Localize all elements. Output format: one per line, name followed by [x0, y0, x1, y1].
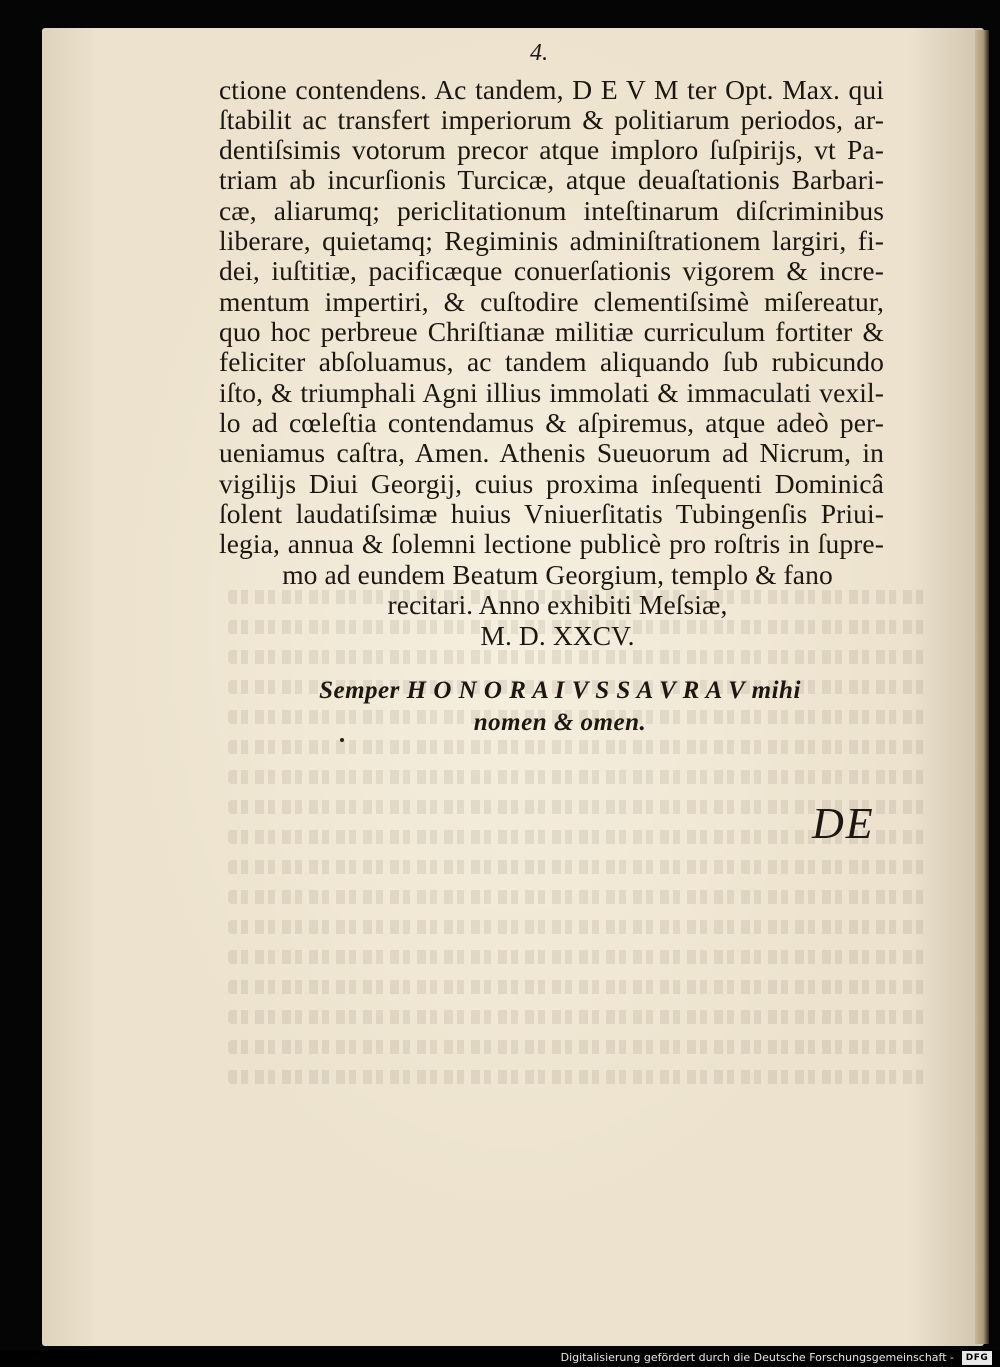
body-line-6: liberare, quietamq; Regiminis adminiſtrationem largiri, fi- — [219, 225, 884, 256]
page-number: 4. — [530, 40, 549, 66]
body-line-7: dei, iuſtitiæ, pacificæque conuerſationis vigorem & incre- — [219, 255, 884, 286]
body-line-3: dentiſsimis votorum precor atque imploro ſuſpirijs, vt Pa- — [219, 134, 884, 165]
body-line-16: legia, annua & ſolemni lectione publicè pro roſtris in ſupre- — [219, 528, 884, 559]
motto-line-2: nomen & omen. — [473, 709, 647, 736]
body-line-2: ſtabilit ac transfert imperiorum & politiarum periodos, ar- — [219, 104, 884, 135]
motto-line-1: Semper H O N O R A I V S S A V R A V mihi — [319, 677, 801, 704]
body-line-4: triam ab incurſionis Turcicæ, atque deuaſtationis Barbari- — [219, 164, 884, 195]
body-line-12: lo ad cœleſtia contendamus & aſpiremus, atque adeò per- — [219, 407, 884, 438]
body-line-14: vigilijs Diui Georgij, cuius proxima inſequenti Dominicâ — [219, 468, 884, 499]
center-line-3: M. D. XXCV. — [480, 620, 635, 651]
ink-speck — [340, 738, 344, 742]
dfg-logo-icon: DFG — [962, 1351, 992, 1365]
body-line-13: ueniamus caſtra, Amen. Athenis Sueuorum ad Nicrum, in — [219, 437, 884, 468]
body-line-1: ctione contendens. Ac tandem, D E V M ter Opt. Max. qui — [219, 74, 884, 105]
page-edge — [975, 30, 989, 1344]
body-line-15: ſolent laudatiſsimæ huius Vniuerſitatis Tubingenſis Priui- — [219, 498, 884, 529]
body-line-11: iſto, & triumphali Agni illius immolati & immaculati vexil- — [219, 377, 884, 408]
center-line-1: mo ad eundem Beatum Georgium, templo & fano — [282, 559, 833, 590]
footer-credit: Digitalisierung gefördert durch die Deutsche Forschungsgemeinschaft - — [560, 1351, 954, 1364]
catchword: DE — [812, 799, 875, 848]
body-line-10: feliciter abſoluamus, ac tandem aliquando ſub rubicundo — [219, 346, 884, 377]
show-through-text — [228, 590, 928, 1150]
body-line-9: quo hoc perbreue Chriſtianæ militiæ curriculum fortiter & — [219, 316, 884, 347]
body-line-8: mentum impertiri, & cuſtodire clementiſsimè miſereatur, — [219, 286, 884, 317]
center-line-2: recitari. Anno exhibiti Meſsiæ, — [387, 589, 728, 620]
body-line-5: cæ, aliarumq; periclitationum inteſtinarum diſcriminibus — [219, 195, 884, 226]
